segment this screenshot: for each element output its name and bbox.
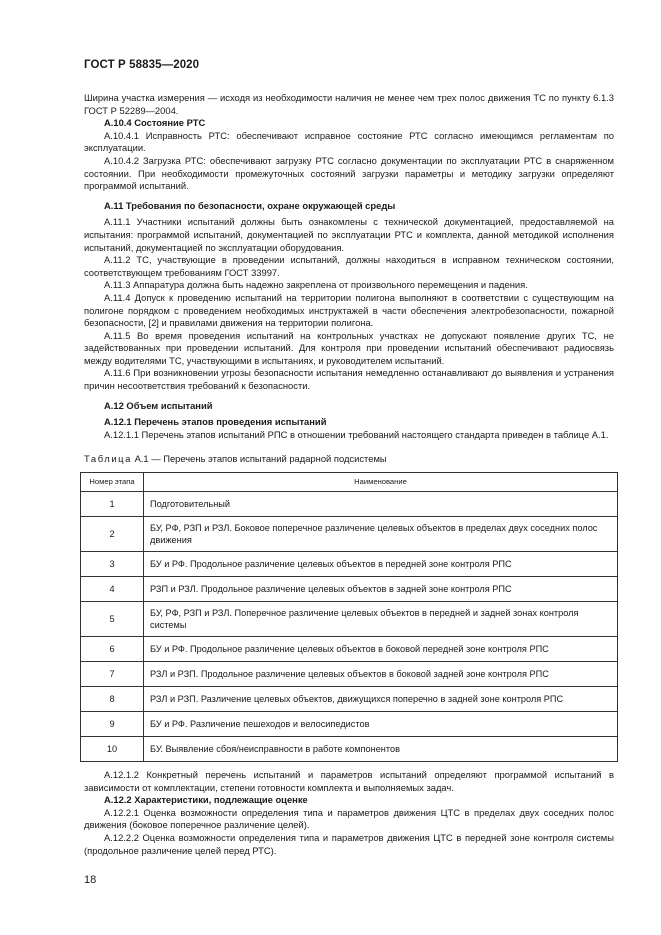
paragraph-a11-2: А.11.2 ТС, участвующие в проведении испытаний, должны находиться в исправном техническом состоянии, соответствующем требованиям ГОСТ 33997.	[84, 254, 614, 278]
paragraph-measurement-width: Ширина участка измерения — исходя из необходимости наличия не менее чем трех полос движения ТС по пункту 6.1.3 ГОСТ Р 52289—2004.	[84, 92, 614, 116]
stage-name: РЗЛ и РЗП. Продольное различение целевых объектов в боковой задней зоне контроля РПС	[144, 662, 618, 687]
table-caption-label: Таблица	[84, 453, 132, 465]
paragraph-a12-2-1: А.12.2.1 Оценка возможности определения типа и параметров движения ЦТС в пределах двух соседних полос движения (боковое поперечное различение целей).	[84, 806, 614, 831]
stage-number: 8	[81, 687, 144, 712]
table-row	[81, 602, 618, 637]
table-row	[81, 637, 618, 662]
paragraph-a12-1-2: А.12.1.2 Конкретный перечень испытаний и параметров испытаний определяют программой испытаний в зависимости от комплектации, степени готовности комплекта и выполняемых задач.	[84, 769, 614, 793]
table-header-row	[81, 473, 618, 492]
stage-name: Подготовительный	[144, 492, 618, 517]
paragraph-a10-4-1: А.10.4.1 Исправность РТС: обеспечивают исправное состояние РТС согласно имеющимся регламентам по эксплуатации.	[84, 129, 614, 154]
stage-name: БУ и РФ. Различение пешеходов и велосипедистов	[144, 712, 618, 737]
stage-number: 1	[81, 492, 144, 517]
stage-number: 4	[81, 577, 144, 602]
heading-a11: А.11 Требования по безопасности, охране окружающей среды	[104, 199, 396, 211]
table-row	[81, 737, 618, 762]
heading-a10-4: А.10.4 Состояние РТС	[104, 117, 206, 129]
paragraph-a12-2-2: А.12.2.2 Оценка возможности определения типа и параметров движения ЦТС в передней зоне контроля системы (продольное различение целей перед РТС).	[84, 832, 614, 856]
stage-name: БУ и РФ. Продольное различение целевых объектов в боковой передней зоне контроля РПС	[144, 637, 618, 662]
stage-name: БУ, РФ, РЗП и РЗЛ. Поперечное различение целевых объектов в передней и задней зонах контроля системы	[144, 602, 618, 637]
table-row	[81, 552, 618, 577]
heading-a12-1: А.12.1 Перечень этапов проведения испытаний	[104, 416, 327, 428]
paragraph-a12-1-1: А.12.1.1 Перечень этапов испытаний РПС в отношении требований настоящего стандарта приведен в таблице А.1.	[104, 428, 609, 440]
stage-number: 2	[81, 517, 144, 552]
paragraph-a11-6: А.11.6 При возникновении угрозы безопасности испытания немедленно останавливают до выявления и устранения причин несоответствия требований к безопасности.	[84, 367, 614, 392]
column-header-number: Номер этапа	[81, 473, 144, 492]
stage-name: БУ. Выявление сбоя/неисправности в работе компонентов	[144, 737, 618, 762]
stage-name: РЗЛ и РЗП. Различение целевых объектов, движущихся поперечно в задней зоне контроля РПС	[144, 687, 618, 712]
stage-number: 3	[81, 552, 144, 577]
table-row	[81, 577, 618, 602]
stage-name: РЗП и РЗЛ. Продольное различение целевых объектов в задней зоне контроля РПС	[144, 577, 618, 602]
heading-a12-2: А.12.2 Характеристики, подлежащие оценке	[104, 794, 308, 806]
page-content	[84, 92, 614, 857]
stage-number: 6	[81, 637, 144, 662]
page-number: 18	[84, 874, 97, 886]
stage-number: 9	[81, 712, 144, 737]
paragraph-a11-1: А.11.1 Участники испытаний должны быть ознакомлены с технической документацией, предоставляемой на испытания: программой испытаний, документацией по эксплуатации РТС и комплекта, данной методикой исполнения испытаний, документацией по эксплуатации оборудования.	[84, 216, 614, 253]
table-row	[81, 662, 618, 687]
table-row	[81, 712, 618, 737]
paragraph-a10-4-2: А.10.4.2 Загрузка РТС: обеспечивают загрузку РТС согласно документации по эксплуатации РТС в снаряженном состоянии. При необходимости промежуточных состояний загрузки параметры и методику загрузки определяют программой испытаний.	[84, 154, 614, 192]
stage-number: 10	[81, 737, 144, 762]
stages-table	[80, 472, 618, 762]
table-row	[81, 492, 618, 517]
table-caption	[84, 453, 614, 466]
stage-name: БУ и РФ. Продольное различение целевых объектов в передней зоне контроля РПС	[144, 552, 618, 577]
table-row	[81, 687, 618, 712]
column-header-name: Наименование	[144, 473, 618, 492]
heading-a12: А.12 Объем испытаний	[104, 399, 213, 411]
document-header: ГОСТ Р 58835—2020	[84, 59, 200, 71]
paragraph-a11-3: А.11.3 Аппаратура должна быть надежно закреплена от произвольного перемещения и падения.	[104, 279, 528, 291]
table-caption-text: А.1 — Перечень этапов испытаний радарной подсистемы	[131, 453, 387, 465]
stage-number: 5	[81, 602, 144, 637]
paragraph-a11-5: А.11.5 Во время проведения испытаний на контрольных участках не допускают появление других ТС, не задействованных при проведении испытаний. Для контроля при проведении испытаний обеспечивают радиосвязь между водителями ТС, участвующими в испытаниях, и руководителем испытаний.	[84, 329, 614, 366]
stage-number: 7	[81, 662, 144, 687]
paragraph-a11-4: А.11.4 Допуск к проведению испытаний на территории полигона выполняют в соответствии с существующим на полигоне порядком с проведением необходимых инструктажей в части обеспечения электробезопасности, пожарной безопасности, [2] и правилами движения на территории полигона.	[84, 291, 614, 329]
table-row	[81, 517, 618, 552]
stage-name: БУ, РФ, РЗП и РЗЛ. Боковое поперечное различение целевых объектов в пределах двух соседних полос движения	[144, 517, 618, 552]
